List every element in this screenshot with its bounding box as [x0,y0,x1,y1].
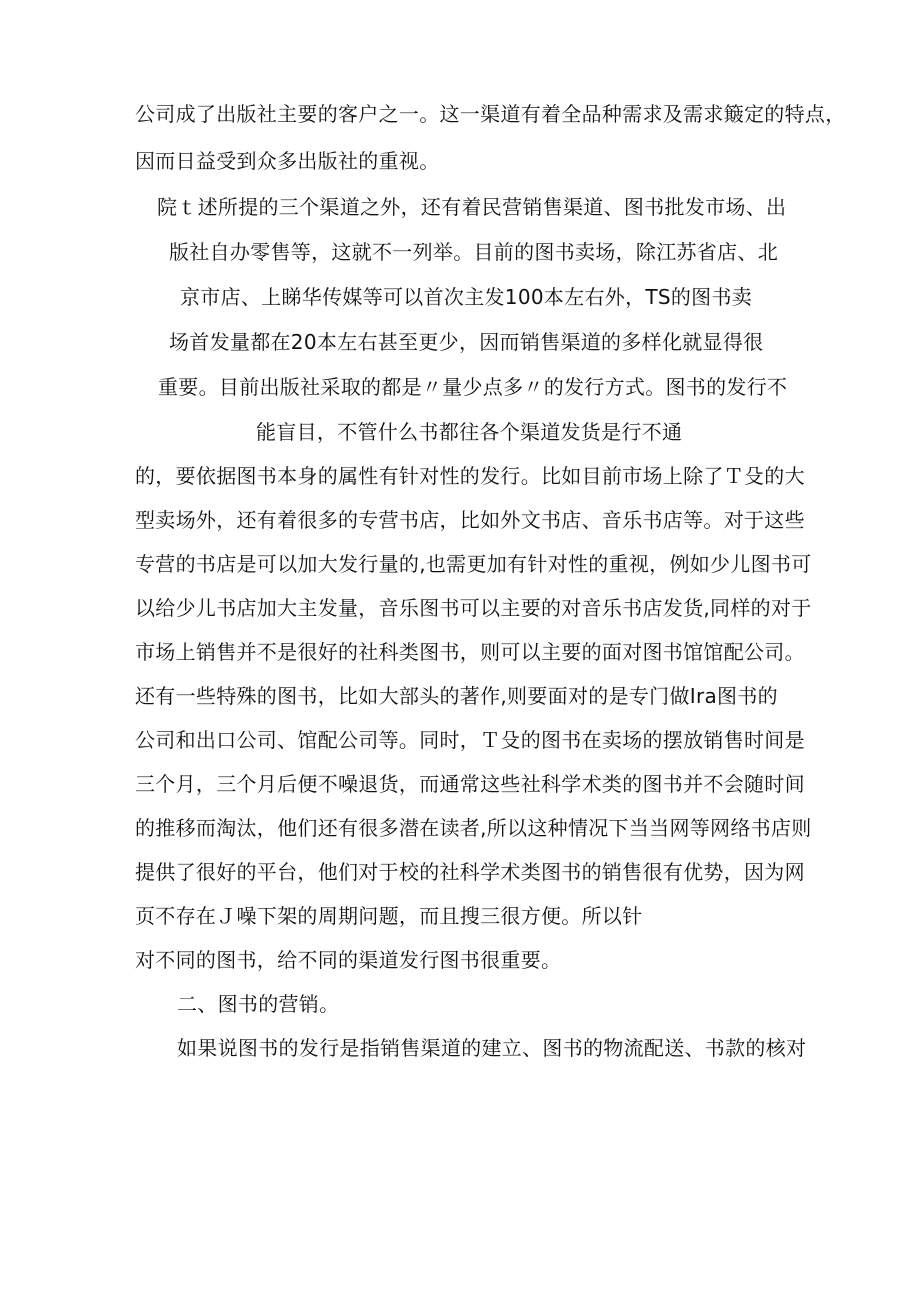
text-line: 的推移而淘汰，他们还有很多潜在读者,所以这种情况下当当网等网络书店则 [135,816,812,840]
text-line: 公司和出口公司、馆配公司等。同时，Ｔ殳的图书在卖场的摆放销售时间是 [135,728,805,752]
section-heading: 二、图书的营销。 [177,992,340,1016]
text-line: 如果说图书的发行是指销售渠道的建立、图书的物流配送、书款的核对 [177,1036,807,1060]
text-line: 院ｔ述所提的三个渠道之外，还有着民营销售渠道、图书批发市场、出 [157,195,787,219]
text-line: 专营的书店是可以加大发行量的,也需更加有针对性的重视，例如少儿图书可 [135,552,812,576]
text-line: 公司成了出版社主要的客户之一。这一渠道有着全品种需求及需求簸定的特点， [135,102,846,126]
text-line: 对不同的图书，给不同的渠道发行图书很重要。 [135,948,562,972]
text-line: 页不存在Ｊ噪下架的周期问题，而且搜三很方便。所以针 [135,904,643,928]
text-line: 场首发量都在20本左右甚至更少，因而销售渠道的多样化就显得很 [169,330,764,354]
text-line: 型卖场外，还有着很多的专营书店，比如外文书店、音乐书店等。对于这些 [135,508,805,532]
text-line: 市场上销售并不是很好的社科类图书，则可以主要的面对图书馆馆配公司。 [135,640,805,664]
text-line: 因而日益受到众多出版社的重视。 [135,149,440,173]
text-line: 版社自办零售等，这就不一列举。目前的图书卖场，除江苏省店、北 [169,240,778,264]
text-line: 三个月，三个月后便不噪退货，而通常这些社科学术类的图书并不会随时间 [135,772,805,796]
text-line: 以给少儿书店加大主发量，音乐图书可以主要的对音乐书店发货,同样的对于 [135,596,812,620]
text-line: 提供了很好的平台，他们对于校的社科学术类图书的销售很有优势，因为网 [135,860,805,884]
text-line: 还有一些特殊的图书，比如大部头的著作,则要面对的是专门做Ira图书的 [135,684,778,708]
text-line: 京市店、上睇华传媒等可以首次主发100本左右外，TS的图书卖 [180,285,753,309]
text-line: 重要。目前出版社采取的都是〃量少点多〃的发行方式。图书的发行不 [158,375,788,399]
text-line: 能盲目，不管什么书都往各个渠道发货是行不通 [256,420,683,444]
text-line: 的，要依据图书本身的属性有针对性的发行。比如目前市场上除了Ｔ殳的大 [135,464,805,488]
